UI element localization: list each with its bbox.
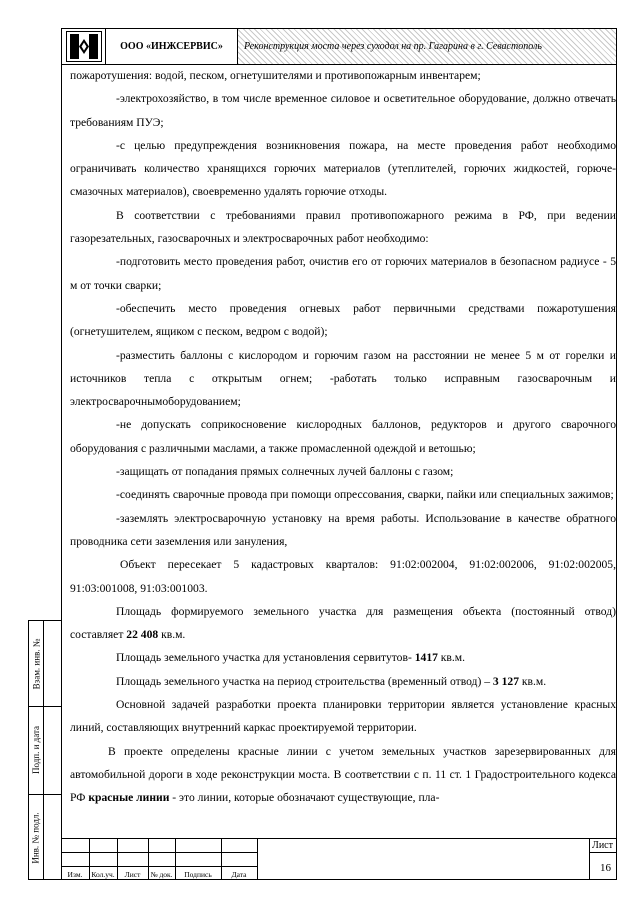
stamp-line — [589, 838, 590, 880]
paragraph: -заземлять электросварочную установку на время работы. Использование в качестве обратного проводника сети заземления или зануления, — [70, 511, 616, 548]
stamp-label-list: Лист — [124, 870, 141, 879]
company-logo-icon — [62, 29, 106, 64]
bottom-stamp — [61, 838, 617, 880]
stamp-label-data: Дата — [231, 870, 247, 879]
stamp-line — [257, 838, 258, 880]
paragraph: Площадь земельного участка на период строительства (временный отвод) – 3 127 кв.м. — [116, 674, 547, 688]
paragraph: пожаротушения: водой, песком, огнетушителями и противопожарным инвентарем; — [70, 69, 481, 82]
paragraph: -соединять сварочные провода при помощи опрессования, сварки, пайки или специальных зажимов; — [116, 488, 614, 502]
paragraph: Площадь земельного участка для установления сервитутов- 1417 кв.м. — [116, 651, 466, 665]
stamp-label-podpis: Подпись — [184, 870, 212, 879]
side-stamp — [28, 620, 61, 880]
paragraph: -обеспечить место проведения огневых работ первичными средствами пожаротушения (огнетушителем, ящиком с песком, ведром с водой); — [70, 301, 616, 339]
paragraph: -не допускать соприкосновение кислородных баллонов, редукторов и другого сварочного оборудования с различными маслами, а также промасленной одеждой и ветошью; — [70, 418, 616, 455]
paragraph: -защищать от попадания прямых солнечных лучей баллоны с газом; — [116, 465, 454, 479]
stamp-line — [589, 852, 617, 853]
stamp-label-izm: Изм. — [67, 870, 83, 879]
paragraph: Площадь формируемого земельного участка для размещения объекта (постоянный отвод) составляет 22 408 кв.м. — [70, 604, 616, 642]
area-temporary-value: 3 127 — [492, 674, 519, 688]
paragraph: -с целью предупреждения возникновения пожара, на месте проведения работ необходимо ограничивать количество хранящихся горючих материалов (утеплителей, горючих жидкостей, горюче-смазочных материалов), своевременно удалять горючие отходы. — [70, 138, 616, 199]
document-body — [70, 64, 616, 810]
area-servitude-value: 1417 — [414, 651, 438, 665]
side-label-vzam: Взам. инв. № — [31, 638, 41, 689]
paragraph: В соответствии с требованиями правил противопожарного режима в РФ, при ведении газорезательных, газосварочных и электросварочных работ необходимо: — [70, 208, 616, 246]
paragraph: -подготовить место проведения работ, очистив его от горючих материалов в безопасном радиусе - 5 м от точки сварки; — [70, 255, 616, 292]
paragraph: Объект пересекает 5 кадастровых кварталов: 91:02:002004, 91:02:002006, 91:02:002005, 91:03:001008, 91:03:001003. — [70, 558, 616, 595]
paragraph: В проекте определены красные линии с учетом земельных участков зарезервированных для автомобильной дороги в ходе реконструкции моста. В соответствии с п. 11 ст. 1 Градостроительного кодекса РФ красные линии - это линии, которые обозначают существующие, пла- — [70, 744, 616, 805]
sheet-number: 16 — [600, 862, 611, 874]
project-title: Реконструкция моста через суходол на пр. Гагарина в г. Севастополь — [238, 29, 616, 64]
sheet-label: Лист — [592, 840, 613, 851]
side-label-inv: Инв. № подл. — [31, 811, 41, 864]
paragraph: -разместить баллоны с кислородом и горючим газом на расстоянии не менее 5 м от горелки и источников тепла с открытым огнем; -работать только исправным газосварочным и электросварочнымоборудованием; — [70, 348, 616, 409]
stamp-line — [61, 838, 617, 839]
paragraph: Основной задачей разработки проекта планировки территории является установление красных линий, составляющих внутренний каркас проектируемой территории. — [70, 698, 616, 735]
area-permanent-value: 22 408 — [126, 628, 159, 642]
stamp-label-n-dok: № док. — [150, 870, 173, 879]
stamp-line — [61, 852, 257, 853]
title-block-header — [61, 28, 617, 65]
side-label-podp: Подп. и дата — [31, 725, 41, 775]
stamp-line — [61, 866, 257, 867]
stamp-label-kol-uch: Кол.уч. — [91, 870, 115, 879]
company-name: ООО «ИНЖСЕРВИС» — [106, 29, 238, 64]
red-lines-term: красные линии — [88, 791, 170, 805]
paragraph: -электрохозяйство, в том числе временное силовое и осветительное оборудование, должно отвечать требованиям ПУЭ; — [70, 92, 616, 129]
